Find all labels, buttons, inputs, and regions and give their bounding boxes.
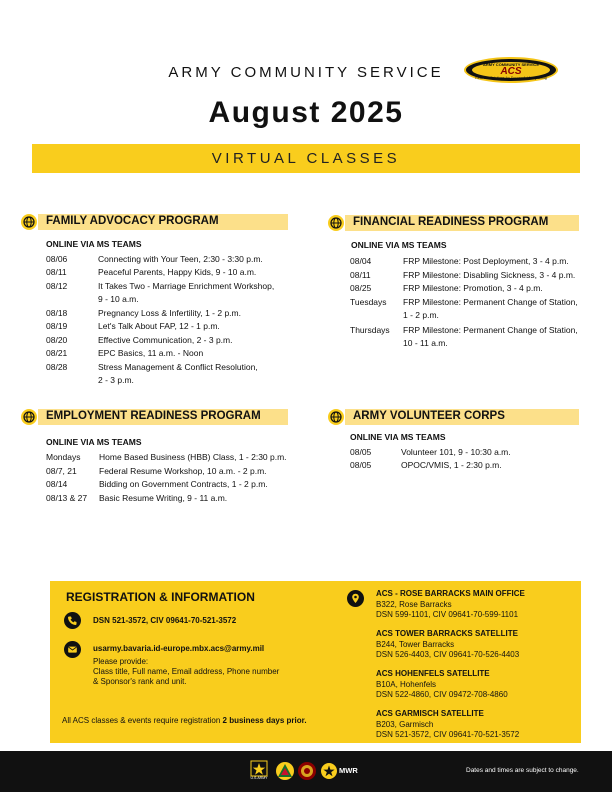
acs-logo (464, 57, 558, 83)
financial-readiness-list (350, 256, 590, 356)
banner-text: VIRTUAL CLASSES (211, 150, 401, 167)
financial-readiness-title: FINANCIAL READINESS PROGRAM (353, 216, 549, 228)
class-title: Federal Resume Workshop, 10 a.m. - 2 p.m. (99, 466, 267, 476)
location-building: B244, Tower Barracks (376, 640, 455, 649)
class-title: Basic Resume Writing, 9 - 11 a.m. (99, 493, 228, 503)
class-date: 08/06 (46, 254, 68, 264)
volunteer-corps-header (345, 409, 579, 425)
globe-icon (21, 409, 37, 425)
phone-icon (64, 612, 81, 629)
army-star-logo (250, 760, 268, 782)
email-address[interactable]: usarmy.bavaria.id-europe.mbx.acs@army.mil (93, 644, 265, 653)
class-date: 08/21 (46, 348, 68, 358)
class-date: 08/7, 21 (46, 466, 77, 476)
class-title: It Takes Two - Marriage Enrichment Workshop, (98, 281, 275, 291)
volunteer-corps-list (350, 447, 580, 477)
employment-readiness-list (46, 452, 316, 512)
class-title: Bidding on Government Contracts, 1 - 2 p.m. (99, 479, 268, 489)
class-title: Volunteer 101, 9 - 10:30 a.m. (401, 447, 511, 457)
class-time: 2 - 3 p.m. (98, 375, 134, 385)
class-date: 08/05 (350, 447, 372, 457)
family-online-label: ONLINE VIA MS TEAMS (46, 239, 142, 249)
class-time: 10 - 11 a.m. (403, 338, 448, 348)
class-date: 08/20 (46, 335, 68, 345)
phone-number: DSN 521-3572, CIV 09641-70-521-3572 (93, 616, 237, 625)
financial-readiness-header (345, 215, 579, 231)
location-phone: DSN 521-3572, CIV 09641-70-521-3572 (376, 730, 520, 739)
provide-details-2: & Sponsor's rank and unit. (93, 677, 187, 686)
provide-label: Please provide: (93, 657, 149, 666)
unit-crest-logo (298, 762, 316, 780)
location-name: ACS GARMISCH SATELLITE (376, 709, 484, 718)
provide-details: Class title, Full name, Email address, Phone number (93, 667, 280, 676)
class-title: Stress Management & Conflict Resolution, (98, 362, 258, 372)
employment-online-label: ONLINE VIA MS TEAMS (46, 437, 142, 447)
page-title: August 2025 (208, 96, 404, 129)
class-title: FRP Milestone: Disabling Sickness, 3 - 4 p.m. (403, 270, 576, 280)
class-title: FRP Milestone: Promotion, 3 - 4 p.m. (403, 283, 543, 293)
class-date: Thursdays (350, 325, 390, 335)
class-date: 08/12 (46, 281, 68, 291)
class-title: Pregnancy Loss & Infertility, 1 - 2 p.m. (98, 308, 241, 318)
logo-acs-text: ACS (500, 66, 522, 77)
class-title: Let's Talk About FAP, 12 - 1 p.m. (98, 321, 220, 331)
class-title: FRP Milestone: Permanent Change of Station, (403, 325, 578, 335)
location-name: ACS TOWER BARRACKS SATELLITE (376, 629, 518, 638)
class-time: 1 - 2 p.m. (403, 310, 439, 320)
location-name: ACS - ROSE BARRACKS MAIN OFFICE (376, 589, 525, 598)
class-date: 08/18 (46, 308, 68, 318)
financial-online-label: ONLINE VIA MS TEAMS (351, 240, 447, 250)
registration-title: REGISTRATION & INFORMATION (66, 590, 255, 604)
logo-bottom-text: Real-Life Solutions for Successful Army Living (475, 76, 547, 80)
class-date: Tuesdays (350, 297, 387, 307)
volunteer-corps-title: ARMY VOLUNTEER CORPS (353, 410, 505, 422)
class-date: 08/04 (350, 256, 372, 266)
class-title: Home Based Business (HBB) Class, 1 - 2:30 p.m. (99, 452, 287, 462)
employment-readiness-header (38, 409, 288, 425)
garrison-logo (276, 762, 294, 780)
location-building: B322, Rose Barracks (376, 600, 452, 609)
logo-top-text: ARMY COMMUNITY SERVICE (482, 62, 539, 67)
family-advocacy-header (38, 214, 288, 230)
footer-note: Dates and times are subject to change. (466, 767, 579, 774)
globe-icon (21, 214, 37, 230)
volunteer-online-label: ONLINE VIA MS TEAMS (350, 432, 446, 442)
class-date: 08/13 & 27 (46, 493, 88, 503)
location-pin-icon (347, 590, 364, 607)
army-text: U.S.ARMY (250, 776, 268, 780)
mwr-logo (320, 762, 358, 780)
class-date: 08/11 (46, 267, 67, 277)
class-date: 08/14 (46, 479, 68, 489)
class-date: Mondays (46, 452, 81, 462)
registration-note (62, 716, 307, 726)
location-phone: DSN 599-1101, CIV 09641-70-599-1101 (376, 610, 519, 619)
registration-note-emphasis: 2 business days prior. (222, 716, 307, 725)
location-name: ACS HOHENFELS SATELLITE (376, 669, 490, 678)
location-building: B203, Garmisch (376, 720, 434, 729)
family-advocacy-list (46, 254, 306, 389)
class-title: Peaceful Parents, Happy Kids, 9 - 10 a.m. (98, 267, 257, 277)
org-name: ARMY COMMUNITY SERVICE (168, 64, 444, 81)
class-date: 08/11 (350, 270, 371, 280)
virtual-classes-banner (32, 144, 580, 173)
globe-icon (328, 409, 344, 425)
family-advocacy-title: FAMILY ADVOCACY PROGRAM (46, 215, 219, 227)
class-date: 08/19 (46, 321, 68, 331)
mail-icon (64, 641, 81, 658)
class-title: EPC Basics, 11 a.m. - Noon (98, 348, 204, 358)
location-phone: DSN 522-4860, CIV 09472-708-4860 (376, 690, 508, 699)
location-building: B10A, Hohenfels (376, 680, 437, 689)
class-title: FRP Milestone: Permanent Change of Station, (403, 297, 578, 307)
class-title: FRP Milestone: Post Deployment, 3 - 4 p.m. (403, 256, 569, 266)
location-phone: DSN 526-4403, CIV 09641-70-526-4403 (376, 650, 520, 659)
mwr-text: MWR (339, 766, 358, 775)
class-date: 08/05 (350, 460, 372, 470)
employment-readiness-title: EMPLOYMENT READINESS PROGRAM (46, 410, 261, 422)
class-date: 08/25 (350, 283, 372, 293)
class-title: Connecting with Your Teen, 2:30 - 3:30 p.m. (98, 254, 263, 264)
class-date: 08/28 (46, 362, 68, 372)
class-title: Effective Communication, 2 - 3 p.m. (98, 335, 233, 345)
class-title: OPOC/VMIS, 1 - 2:30 p.m. (401, 460, 502, 470)
registration-note-text: All ACS classes & events require registration (62, 716, 223, 725)
globe-icon (328, 215, 344, 231)
class-time: 9 - 10 a.m. (98, 294, 139, 304)
